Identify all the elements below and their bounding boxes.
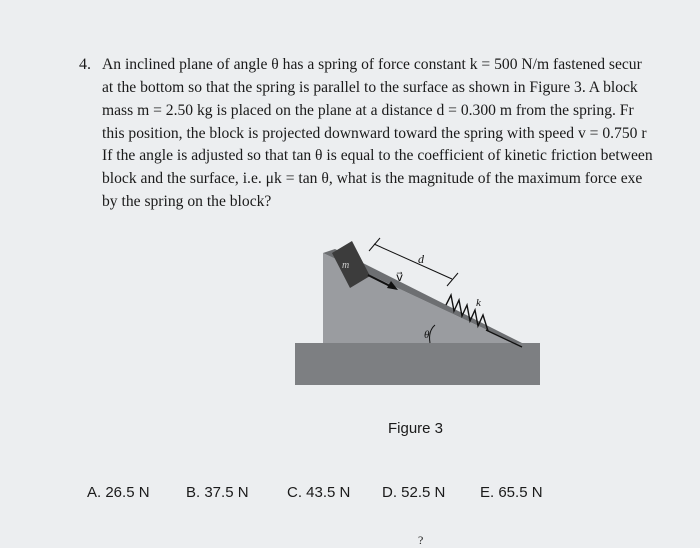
- velocity-label: v⃗: [396, 270, 404, 284]
- mass-label: m: [342, 260, 350, 271]
- distance-line: [374, 244, 452, 279]
- question-line: If the angle is adjusted so that tan θ is equal to the coefficient of kinetic friction between: [102, 147, 653, 164]
- distance-label: d: [418, 252, 424, 266]
- question-line: this position, the block is projected downward toward the spring with speed v = 0.750 r: [102, 125, 647, 142]
- choice-c: C. 43.5 N: [287, 484, 351, 501]
- question-line: block and the surface, i.e. μk = tan θ, what is the magnitude of the maximum force exe: [102, 170, 643, 187]
- question-line: at the bottom so that the spring is parallel to the surface as shown in Figure 3. A block: [102, 79, 638, 96]
- choice-d: D. 52.5 N: [382, 484, 446, 501]
- question-line: by the spring on the block?: [102, 193, 272, 210]
- question-line: An inclined plane of angle θ has a spring of force constant k = 500 N/m fastened secur: [102, 56, 642, 73]
- question-line: mass m = 2.50 kg is placed on the plane at a distance d = 0.300 m from the spring. Fr: [102, 102, 634, 119]
- figure-caption: Figure 3: [388, 420, 444, 437]
- inclined-plane-figure: [290, 235, 550, 385]
- spring-label: k: [476, 297, 481, 309]
- page-number: ?: [418, 533, 424, 547]
- ground: [295, 343, 540, 385]
- choice-b: B. 37.5 N: [186, 484, 249, 501]
- choice-e: E. 65.5 N: [480, 484, 543, 501]
- question-number: 4.: [79, 56, 91, 73]
- angle-label: θ: [424, 329, 430, 341]
- choice-a: A. 26.5 N: [87, 484, 150, 501]
